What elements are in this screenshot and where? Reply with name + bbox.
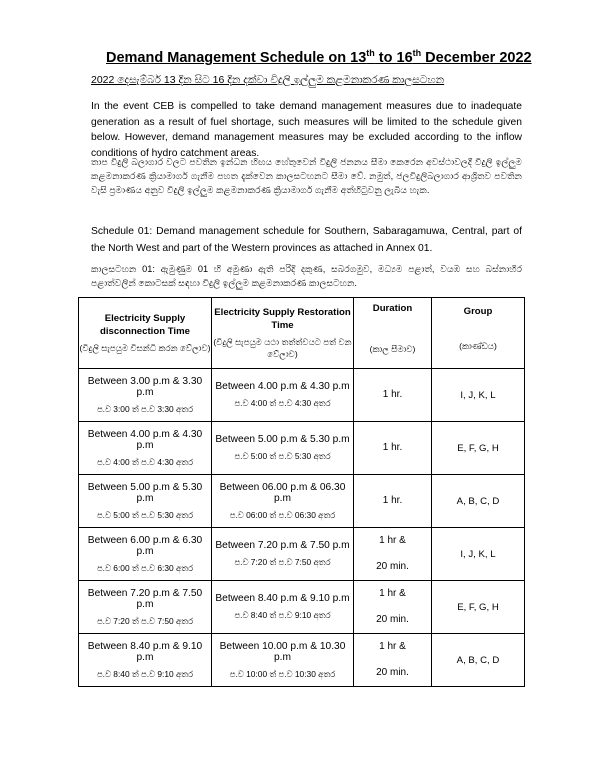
disconnection-time-cell: [79, 369, 212, 422]
restoration-time-cell: [212, 475, 354, 528]
group-cell: I, J, K, L: [432, 528, 525, 581]
restoration-time-en: Between 7.20 p.m & 7.50 p.m: [215, 540, 350, 551]
table-row: [79, 369, 525, 422]
disconnection-time-cell: [79, 581, 212, 634]
disconnection-time-si: ප.ව 3:00 ත් ප.ව 3:30 අතර: [96, 403, 194, 414]
restoration-time-si: ප.ව 4:00 ත් ප.ව 4:30 අතර: [234, 398, 331, 408]
duration-cell: 1 hr.: [354, 475, 432, 528]
sinhala-subtitle: 2022 දෙසැම්බර් 13 දින සිට 16 දින දක්වා විදුලි ඉල්ලුම කළමනාකරණ කාලසටහන: [91, 74, 445, 86]
group-cell: A, B, C, D: [432, 634, 525, 687]
restoration-time-si: ප.ව 10:00 ත් ප.ව 10:30 අතර: [229, 668, 336, 679]
disconnection-time-en: Between 7.20 p.m & 7.50 p.m: [87, 587, 203, 610]
restoration-time-si: ප.ව 7:20 ත් ප.ව 7:50 අතර: [234, 557, 331, 567]
schedule-note-sinhala: කාලසටහන 01: ඇමුණුම 01 හි අමුණා ඇති පරිදි දකුණ, සබරගමුව, මධ්‍යම පළාත්, වයඹ සහ බස්නාහිර පළාත්වලින් කොටසක් සඳහා විදුලි ඉල්ලුම කළමනාකරණ කාලසටහන.: [91, 264, 522, 288]
restoration-time-en: Between 4.00 p.m & 4.30 p.m: [215, 381, 350, 392]
page-title: Demand Management Schedule on 13th to 16th December 2022: [106, 48, 532, 66]
table-row: [79, 422, 525, 475]
disconnection-time-en: Between 8.40 p.m & 9.10 p.m: [87, 640, 203, 663]
disconnection-time-si: ප.ව 6:00 ත් ප.ව 6:30 අතර: [96, 562, 194, 573]
disconnection-time-si: ප.ව 7:20 ත් ප.ව 7:50 අතර: [96, 615, 194, 626]
group-cell: I, J, K, L: [432, 369, 525, 422]
header-restoration-time: Electricity Supply Restoration Time (විදුලි සැපයුම යථා තත්ත්වයට පත් වන වේලාව): [212, 298, 354, 369]
duration-cell: 1 hr & 20 min.: [354, 634, 432, 687]
header-group: Group (කාණ්ඩය): [432, 298, 525, 369]
group-cell: E, F, G, H: [432, 422, 525, 475]
restoration-time-cell: [212, 634, 354, 687]
disconnection-time-en: Between 4.00 p.m & 4.30 p.m: [87, 428, 203, 451]
disconnection-time-cell: [79, 422, 212, 475]
restoration-time-cell: [212, 528, 354, 581]
group-cell: A, B, C, D: [432, 475, 525, 528]
duration-cell: 1 hr & 20 min.: [354, 528, 432, 581]
duration-cell: 1 hr.: [354, 369, 432, 422]
disconnection-time-en: Between 6.00 p.m & 6.30 p.m: [87, 534, 203, 557]
table-row: [79, 634, 525, 687]
intro-paragraph-english: In the event CEB is compelled to take demand management measures due to inadequate generation as a result of fuel shortage, such measures will be limited to the schedule given below. However, demand management measures may be excluded according to the inflow conditions of hydro catchment areas.: [91, 101, 522, 159]
restoration-time-si: ප.ව 06:00 ත් ප.ව 06:30 අතර: [229, 509, 336, 520]
table-header-row: [79, 298, 525, 369]
disconnection-time-en: Between 5.00 p.m & 5.30 p.m: [87, 481, 203, 504]
restoration-time-en: Between 5.00 p.m & 5.30 p.m: [215, 434, 350, 445]
table-row: [79, 475, 525, 528]
table-row: [79, 581, 525, 634]
restoration-time-cell: [212, 369, 354, 422]
disconnection-time-en: Between 3.00 p.m & 3.30 p.m: [87, 375, 203, 398]
disconnection-time-si: ප.ව 5:00 ත් ප.ව 5:30 අතර: [96, 509, 194, 520]
intro-paragraph-sinhala: තාප විදුලි බලාගාර වලට පවතින ඉන්ධන හිඟය හේතුවෙන් විදුලි ජනනය සීමා කෙරෙන අවස්ථාවලදී විදුලි ඉල්ලුම කළමනාකරණ ක්‍රියාමාර්ග ගැනීම පහත දැක්වෙන කාලසටහනට සීමා වේ. නමුත්, ජලවිදුලිබලාගාර ආශ්‍රිතව පවතින වැසි ප්‍රමාණය අනුව විදුලි ඉල්ලුම කළමනාකරණ ක්‍රියාමාර්ග ගැනීම අත්හිටුවනු ලැබිය හැක.: [91, 157, 522, 195]
disconnection-time-cell: [79, 528, 212, 581]
header-duration: Duration (කාල සීමාව): [354, 298, 432, 369]
restoration-time-en: Between 06.00 p.m & 06.30 p.m: [219, 481, 346, 504]
restoration-time-cell: [212, 581, 354, 634]
group-cell: E, F, G, H: [432, 581, 525, 634]
table-row: [79, 528, 525, 581]
schedule-note-english: Schedule 01: Demand management schedule for Southern, Sabaragamuwa, Central, part of the North West and part of the Western provinces as attached in Annex 01.: [91, 226, 522, 254]
restoration-time-en: Between 10.00 p.m & 10.30 p.m: [219, 640, 346, 663]
restoration-time-en: Between 8.40 p.m & 9.10 p.m: [215, 593, 350, 604]
disconnection-time-cell: [79, 475, 212, 528]
disconnection-time-si: ප.ව 4:00 ත් ප.ව 4:30 අතර: [96, 456, 194, 467]
duration-cell: 1 hr.: [354, 422, 432, 475]
header-disconnection-time: Electricity Supply disconnection Time (විදුලි සැපයුම විසන්ධි කරන වේලාව): [79, 298, 212, 369]
restoration-time-si: ප.ව 8:40 ත් ප.ව 9:10 අතර: [234, 610, 331, 620]
disconnection-time-cell: [79, 634, 212, 687]
schedule-table: [78, 297, 525, 687]
restoration-time-cell: [212, 422, 354, 475]
disconnection-time-si: ප.ව 8:40 ත් ප.ව 9:10 අතර: [96, 668, 194, 679]
restoration-time-si: ප.ව 5:00 ත් ප.ව 5:30 අතර: [234, 451, 331, 461]
duration-cell: 1 hr & 20 min.: [354, 581, 432, 634]
